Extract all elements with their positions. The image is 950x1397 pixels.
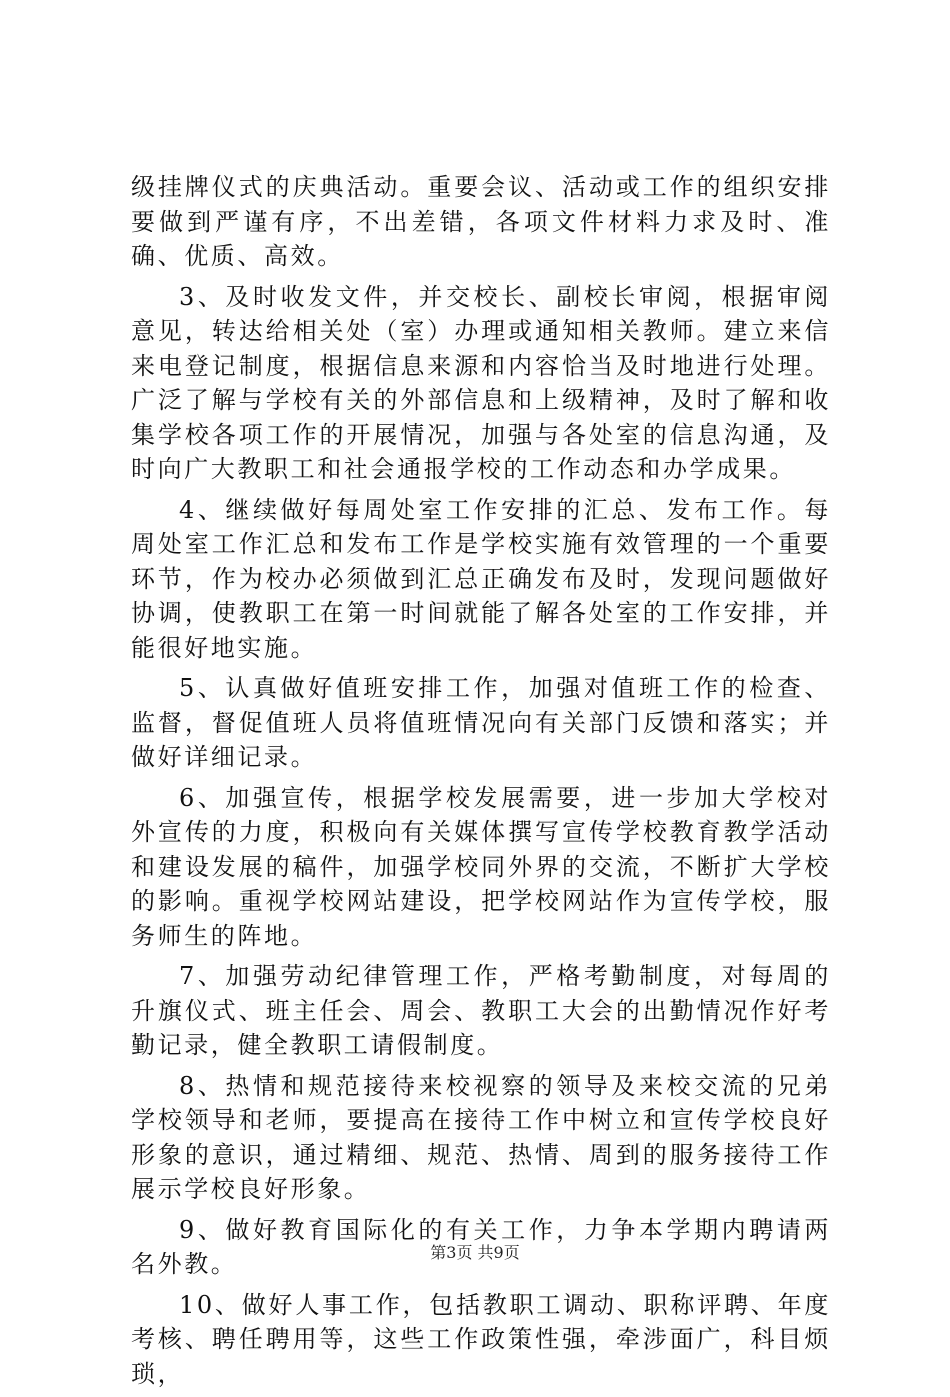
paragraph-item-6: 6、加强宣传，根据学校发展需要，进一步加大学校对外宣传的力度，积极向有关媒体撰写宣传学校教育教学活动和建设发展的稿件，加强学校同外界的交流，不断扩大学校的影响。重视学校网站建设，把学校网站作为宣传学校，服务师生的阵地。	[131, 783, 831, 950]
paragraph-item-8: 8、热情和规范接待来校视察的领导及来校交流的兄弟学校领导和老师，要提高在接待工作中树立和宣传学校良好形象的意识，通过精细、规范、热情、周到的服务接待工作展示学校良好形象。	[131, 1071, 831, 1203]
page-number-footer: 第3页 共9页	[430, 1243, 520, 1262]
paragraph-continuation: 级挂牌仪式的庆典活动。重要会议、活动或工作的组织安排要做到严谨有序，不出差错，各项文件材料力求及时、准确、优质、高效。	[131, 173, 831, 270]
paragraph-item-10: 10、做好人事工作，包括教职工调动、职称评聘、年度考核、聘任聘用等，这些工作政策性强，牵涉面广，科目烦琐，	[131, 1290, 831, 1388]
paragraph-item-4: 4、继续做好每周处室工作安排的汇总、发布工作。每周处室工作汇总和发布工作是学校实施有效管理的一个重要环节，作为校办必须做到汇总正确发布及时，发现问题做好协调，使教职工在第一时间就能了解各处室的工作安排，并能很好地实施。	[131, 495, 831, 662]
paragraph-item-9: 9、做好教育国际化的有关工作，力争本学期内聘请两名外教。	[131, 1215, 831, 1278]
paragraph-item-7: 7、加强劳动纪律管理工作，严格考勤制度，对每周的升旗仪式、班主任会、周会、教职工大会的出勤情况作好考勤记录，健全教职工请假制度。	[131, 962, 831, 1059]
document-body	[131, 170, 831, 1397]
paragraph-item-5: 5、认真做好值班安排工作，加强对值班工作的检查、监督，督促值班人员将值班情况向有关部门反馈和落实；并做好详细记录。	[131, 674, 831, 771]
paragraph-item-3: 3、及时收发文件，并交校长、副校长审阅，根据审阅意见，转达给相关处（室）办理或通知相关教师。建立来信来电登记制度，根据信息来源和内容恰当及时地进行处理。广泛了解与学校有关的外部信息和上级精神，及时了解和收集学校各项工作的开展情况，加强与各处室的信息沟通，及时向广大教职工和社会通报学校的工作动态和办学成果。	[131, 282, 831, 483]
